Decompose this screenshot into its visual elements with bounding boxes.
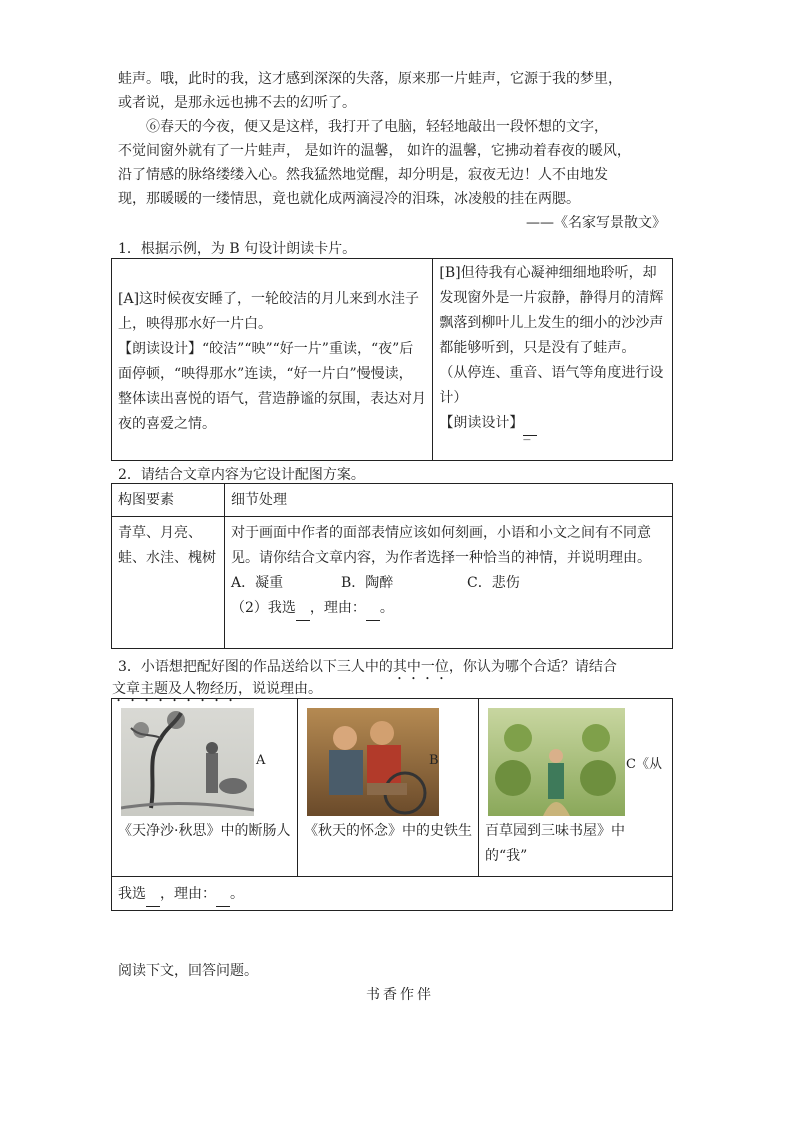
passage-line: 或者说，是那永远也拂不去的幻听了。 (118, 95, 356, 111)
option-b-caption: 《秋天的怀念》中的史铁生 (304, 823, 472, 839)
answer-end: 。 (230, 886, 244, 902)
reading-design-answer (433, 411, 672, 441)
q3-title-part: ，说说理由。 (238, 681, 322, 697)
option-c-image-area (479, 699, 672, 819)
next-passage-title: 书香作伴 (366, 987, 434, 1003)
garden-boy-illustration (488, 708, 625, 816)
answer-blank[interactable]: _ (523, 421, 537, 436)
option-a-letter: A (256, 753, 266, 768)
reading-design-label: 【朗读设计】 (439, 415, 524, 431)
answer-reason-label: ，理由： (309, 600, 366, 616)
composition-elements: 青草、月亮、蛙、水洼、槐树 (118, 525, 216, 566)
option-c[interactable]: C．悲伤 (467, 575, 520, 591)
example-reading-design: 【朗读设计】“皎洁”“映”“好一片”重读，“夜”后面停顿，“映得那水”连读，“好一片白”慢慢读，整体读出喜悦的语气，营造静谧的氛围，表达对月夜的喜爱之情。 (118, 341, 426, 432)
answer-end: 。 (379, 600, 394, 616)
reading-instruction: 阅读下文，回答问题。 (118, 963, 258, 979)
q3-emphasis: 其中一位 (392, 659, 449, 675)
option-b[interactable]: B．陶醉 (341, 575, 394, 591)
reason-blank[interactable] (216, 892, 230, 907)
detail-question: 对于画面中作者的面部表情应该如何刻画，小语和小文之间有不同意见。请你结合文章内容，为作者选择一种恰当的神情，并说明理由。 (231, 525, 651, 566)
question-1-title: 1．根据示例，为 B 句设计朗读卡片。 (118, 241, 357, 257)
question-2-title: 2．请结合文章内容为它设计配图方案。 (118, 467, 365, 483)
choice-blank[interactable] (146, 892, 160, 907)
q2-answer-line (225, 596, 672, 621)
option-a-image-area (112, 699, 297, 819)
reading-card-table (111, 258, 673, 461)
header-detail: 细节处理 (231, 492, 287, 508)
option-a[interactable]: A．凝重 (231, 575, 284, 591)
q3-answer-line (112, 877, 672, 907)
passage-line: 沿了情感的脉络缕缕入心。然我猛然地觉醒，却分明是，寂夜无边！人不由地发 (118, 167, 608, 183)
passage-line: ⑥春天的今夜，便又是这样，我打开了电脑，轻轻地敲出一段怀想的文字， (146, 119, 608, 135)
reason-blank[interactable] (366, 606, 380, 621)
mother-son-image[interactable] (307, 708, 439, 816)
expression-options (225, 571, 672, 596)
wheelchair-illustration (307, 708, 439, 816)
option-b-letter: B (429, 753, 439, 768)
answer-reason-label: ，理由： (160, 886, 216, 902)
recipient-table (111, 698, 673, 911)
answer-prefix: 我选 (118, 886, 146, 902)
passage-line: 现，那暖暖的一缕情思，竟也就化成两滴浸冷的泪珠，冰凌般的挂在两腮。 (118, 191, 580, 207)
passage-line: 不觉间窗外就有了一片蛙声， 是如许的温馨， 如许的温馨，它拂动着春夜的暖风， (118, 143, 631, 159)
garden-image[interactable] (488, 708, 625, 816)
option-c-letter: C《从 (626, 757, 662, 772)
ink-painting-image[interactable] (121, 708, 254, 816)
answer-prefix: （2）我选 (231, 600, 296, 616)
q3-title-part: 3．小语想把配好图的作品送给以下三人中的 (118, 659, 393, 675)
q3-emphasis: 文章主题及人物经历 (112, 681, 238, 697)
passage-line: 蛙声。哦，此时的我，这才感到深深的失落，原来那一片蛙声，它源于我的梦里， (118, 71, 622, 87)
example-sentence-a: [A]这时候夜安睡了，一轮皎洁的月儿来到水洼子上，映得那水好一片白。 (118, 291, 420, 332)
option-c-caption: 百草园到三味书屋》中的“我” (485, 823, 625, 864)
passage-source: ——《名家写景散文》 (526, 215, 666, 231)
illustration-plan-table (111, 483, 673, 649)
sentence-b: [B]但待我有心凝神细细地聆听，却发现窗外是一片寂静，静得月的清辉飘落到柳叶儿上发生的细小的沙沙声都能够听到，只是没有了蛙声。 (439, 265, 664, 356)
q3-title-part: ，你认为哪个合适？请结合 (448, 659, 617, 675)
header-elements: 构图要素 (118, 492, 174, 508)
design-hint: （从停连、重音、语气等角度进行设计） (439, 365, 664, 406)
option-a-caption: 《天净沙·秋思》中的断肠人 (118, 823, 291, 839)
traveler-horse-illustration (121, 708, 254, 816)
option-b-image-area (298, 699, 478, 819)
choice-blank[interactable] (296, 606, 310, 621)
